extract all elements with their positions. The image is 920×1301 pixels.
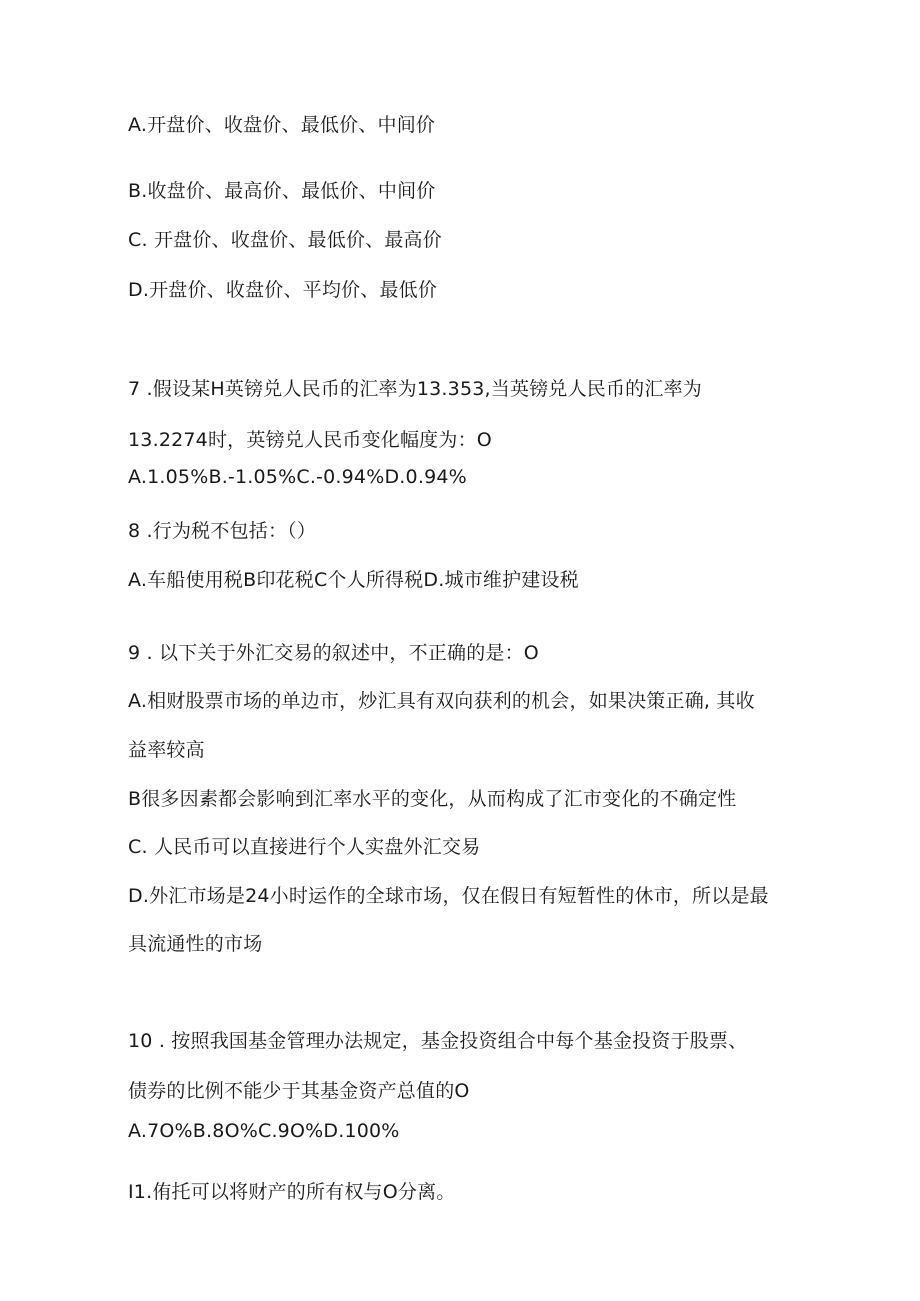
q6-option-a: A.开盘价、收盘价、最低价、中间价 [128, 114, 436, 136]
q8-options: A.车船使用税B印花税C个人所得税D.城市维护建设税 [128, 569, 579, 591]
q9-option-a-line1: A.相财股票市场的单边市，炒汇具有双向获利的机会，如果决策正确, 其收 [128, 690, 755, 712]
q6-option-b: B.收盘价、最高价、最低价、中间价 [128, 180, 436, 202]
q10-options: A.7O%B.8O%C.9O%D.100% [128, 1120, 400, 1142]
q10-stem-line1: 10 . 按照我国基金管理办法规定，基金投资组合中每个基金投资于股票、 [128, 1030, 748, 1052]
q6-option-d: D.开盘价、收盘价、平均价、最低价 [128, 279, 438, 301]
q9-option-d-line2: 具流通性的市场 [128, 933, 263, 955]
q8-stem: 8 .行为税不包括：（） [128, 520, 317, 542]
q9-option-b: B很多因素都会影响到汇率水平的变化，从而构成了汇市变化的不确定性 [128, 788, 737, 810]
q9-option-d-line1: D.外汇市场是24小时运作的全球市场，仅在假日有短暂性的休市，所以是最 [128, 885, 769, 907]
q6-option-c: C. 开盘价、收盘价、最低价、最高价 [128, 229, 442, 251]
q11-stem: I1.侑托可以将财产的所有权与O分离。 [128, 1181, 456, 1203]
q7-stem-line1: 7 .假设某H英镑兑人民币的汇率为13.353,当英镑兑人民币的汇率为 [128, 378, 702, 400]
q7-stem-line2: 13.2274时，英镑兑人民币变化幅度为：O [128, 429, 492, 451]
q9-option-c: C. 人民币可以直接进行个人实盘外汇交易 [128, 836, 481, 858]
q9-option-a-line2: 益率较高 [128, 739, 205, 761]
q9-stem: 9 . 以下关于外汇交易的叙述中，不正确的是：O [128, 642, 539, 664]
q10-stem-line2: 债券的比例不能少于其基金资产总值的O [128, 1080, 470, 1102]
q7-options: A.1.05%B.-1.05%C.-0.94%D.0.94% [128, 466, 467, 488]
